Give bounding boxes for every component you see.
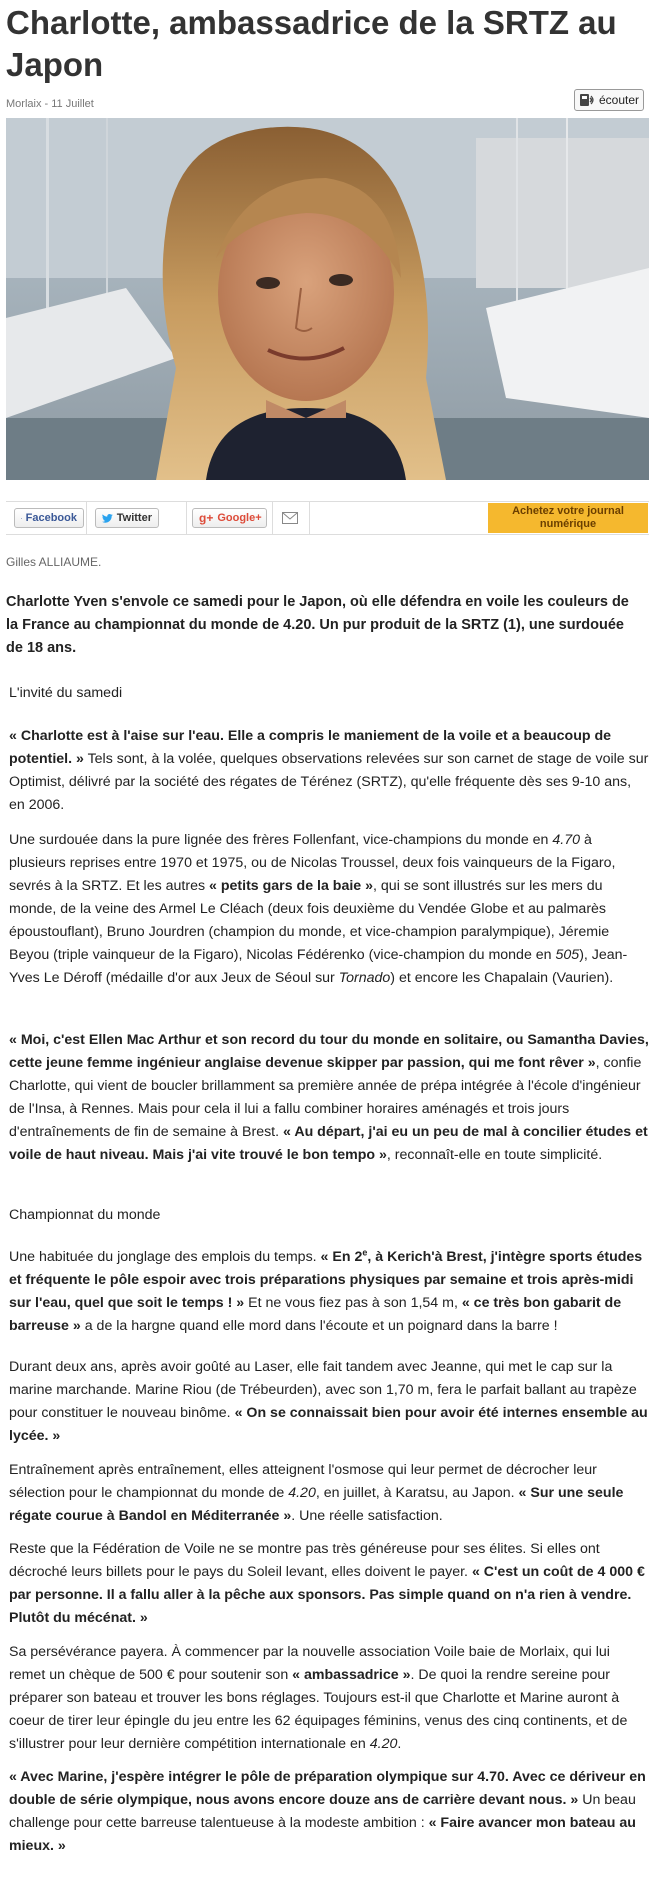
email-share-button[interactable] (282, 511, 300, 525)
twitter-label: Twitter (116, 512, 152, 524)
buy-digital-newspaper-button[interactable]: Achetez votre journal numérique (488, 503, 648, 533)
paragraph-4 (9, 1246, 649, 1338)
text: Une surdouée dans la pure lignée des frères Follenfant, vice-champions du monde en (9, 832, 553, 848)
paragraph-5 (9, 1356, 649, 1448)
article-title: Charlotte, ambassadrice de la SRTZ au Japon (6, 4, 617, 83)
googleplus-icon: g+ (199, 511, 214, 525)
text: Tels sont, à la volée, quelques observations relevées sur son carnet de stage de voile sur Optimist, délivré par la société des régates de Térénez (SRTZ), qu'elle fréquente dès ses 9-10 ans, en 2006. (9, 751, 649, 813)
paragraph-2 (9, 829, 649, 990)
paragraph-1 (9, 725, 649, 817)
facebook-label: Facebook (25, 512, 77, 524)
twitter-share-button[interactable] (95, 508, 159, 528)
share-bar (6, 501, 649, 535)
superscript: e (362, 1247, 368, 1258)
paragraph-6 (9, 1459, 649, 1528)
text: , qui se sont illustrés sur les mers du monde, de la veine des Armel Le Cléach (deux fois deuxième du Vendée Globe et au palmarès époustouflant), Bruno Jourdren (champion du monde, et vice-champion paralympique), Jéremie Beyou (triple vainqueur de la Figaro), Nicolas Fédérenko (vice-champion du monde en (9, 878, 610, 963)
paragraph-9 (9, 1766, 649, 1858)
article-date: 11 Juillet (51, 98, 94, 110)
text: Un beau challenge pour cette barreuse talentueuse à la modeste ambition : (9, 1792, 636, 1831)
quote: « ambassadrice » (292, 1667, 411, 1683)
separator (309, 502, 310, 534)
boat-class: 4.20 (369, 1736, 398, 1752)
text: Durant deux ans, après avoir goûté au Laser, elle fait tandem avec Jeanne, qui met le cap sur la marine marchande. Marine Riou (de Trébeurden), avec son 1,70 m, fera le parfait ballant au trapèze pour constituer le nouveau binôme. (9, 1359, 637, 1421)
separator (86, 502, 87, 534)
text: a de la hargne quand elle mord dans l'écoute et un poignard dans la barre ! (80, 1318, 558, 1334)
article-lead: Charlotte Yven s'envole ce samedi pour le Japon, où elle défendra en voile les couleurs de la France au championnat du monde de 4.20. Un pur produit de la SRTZ (1), une surdouée de 18 ans. (6, 594, 629, 656)
text: à plusieurs reprises entre 1970 et 1975, ou de Nicolas Troussel, deux fois vainqueurs de la Figaro, sevrés à la SRTZ. Et les autres (9, 832, 616, 894)
text: , confie Charlotte, qui vient de boucler brillamment sa première année de prépa intégrée à l'école d'ingénieur de l'Insa, à Rennes. Mais pour cela il lui a fallu combiner horaires aménagés et trois jours d'entraînements de fin de semaine à Brest. (9, 1055, 642, 1140)
text: ), Jean-Yves Le Déroff (médaille d'or aux Jeux de Séoul sur (9, 947, 628, 986)
boat-class: 4.20 (288, 1485, 316, 1501)
article-location: Morlaix (6, 98, 42, 110)
quote: « ce très bon gabarit de barreuse » (9, 1295, 622, 1334)
listen-button[interactable] (574, 89, 644, 111)
quote: « C'est un coût de 4 000 € par personne. Il a fallu aller à la pêche aux sponsors. Pas simple quand on n'a rien à vendre. Plutôt du mécénat. » (9, 1564, 645, 1626)
text: , reconnaît-elle en toute simplicité. (386, 1147, 603, 1163)
paragraph-3 (9, 1029, 649, 1167)
text: Et ne vous fiez pas à son 1,54 m, (244, 1295, 462, 1311)
quote: « Au départ, j'ai eu un peu de mal à concilier études et voile de haut niveau. Mais j'ai vite trouvé le bon tempo » (9, 1124, 648, 1163)
quote: « Moi, c'est Ellen Mac Arthur et son record du tour du monde en solitaire, ou Samantha Davies, cette jeune femme ingénieur anglaise devenue skipper par passion, qui me font rêver » (9, 1032, 649, 1071)
subhead-championnat-du-monde: Championnat du monde (9, 1207, 161, 1223)
portrait-photo (6, 118, 649, 480)
quote: « Charlotte est à l'aise sur l'eau. Elle a compris le maniement de la voile et a beaucoup de potentiel. » (9, 728, 612, 767)
article-meta (6, 98, 94, 110)
quote: « Sur une seule régate courue à Bandol en Méditerranée » (9, 1485, 624, 1524)
facebook-share-button[interactable] (14, 508, 84, 528)
boat-class: Tornado (338, 970, 391, 986)
subhead-invite-du-samedi: L'invité du samedi (9, 685, 123, 701)
text: ) et encore les Chapalain (Vaurien). (390, 970, 614, 986)
paragraph-8 (9, 1641, 649, 1756)
paragraph-7 (9, 1538, 649, 1630)
text: . (397, 1736, 402, 1752)
quote: « petits gars de la baie » (209, 878, 374, 894)
quote: « En 2 (320, 1249, 363, 1265)
googleplus-share-button[interactable] (192, 508, 267, 528)
text: Reste que la Fédération de Voile ne se montre pas très généreuse pour ses élites. Si elles ont décroché leurs billets pour le pays du Soleil levant, elles doivent le payer. (9, 1541, 600, 1580)
meta-separator: - (44, 98, 52, 110)
text: Sa persévérance payera. À commencer par la nouvelle association Voile baie de Morlaix, qui lui remet un chèque de 500 € pour soutenir son (9, 1644, 610, 1683)
separator (272, 502, 273, 534)
envelope-icon (282, 512, 298, 524)
text: . Une réelle satisfaction. (291, 1508, 443, 1524)
quote: « Faire avancer mon bateau au mieux. » (9, 1815, 636, 1854)
text: . De quoi la rendre sereine pour préparer son bateau et trouver les bons réglages. Toujours est-il que Charlotte et Marine auront à coeur de tirer leur épingle du jeu entre les 62 équipages féminins, venus des cinq continents, et de s'illustrer pour leur dernière compétition internationale en (9, 1667, 628, 1752)
googleplus-label: Google+ (217, 512, 262, 524)
quote: « On se connaissait bien pour avoir été internes ensemble au lycée. » (9, 1405, 648, 1444)
listen-label: écouter (598, 93, 639, 107)
article-photo (6, 118, 649, 480)
facebook-icon (21, 513, 22, 524)
quote: , à Kerich'à Brest, j'intègre sports études et fréquente le pôle espoir avec trois préparations physiques par semaine et trois après-midi sur l'eau, quel que soit le temps ! » (9, 1249, 643, 1311)
quote: « Avec Marine, j'espère intégrer le pôle de préparation olympique sur 4.70. Avec ce dériveur en double de série olympique, nous avons encore douze ans de carrière devant nous. » (9, 1769, 646, 1808)
boat-class: 4.70 (552, 832, 581, 848)
boat-class: 505 (555, 947, 580, 963)
photo-credit: Gilles ALLIAUME. (6, 555, 102, 569)
twitter-icon (102, 513, 113, 524)
text: Une habituée du jonglage des emplois du temps. (9, 1249, 321, 1265)
speaker-icon (579, 93, 595, 107)
separator (186, 502, 187, 534)
text: , en juillet, à Karatsu, au Japon. (315, 1485, 519, 1501)
text: Entraînement après entraînement, elles atteignent l'osmose qui leur permet de décrocher leur sélection pour le championnat du monde de (9, 1462, 597, 1501)
